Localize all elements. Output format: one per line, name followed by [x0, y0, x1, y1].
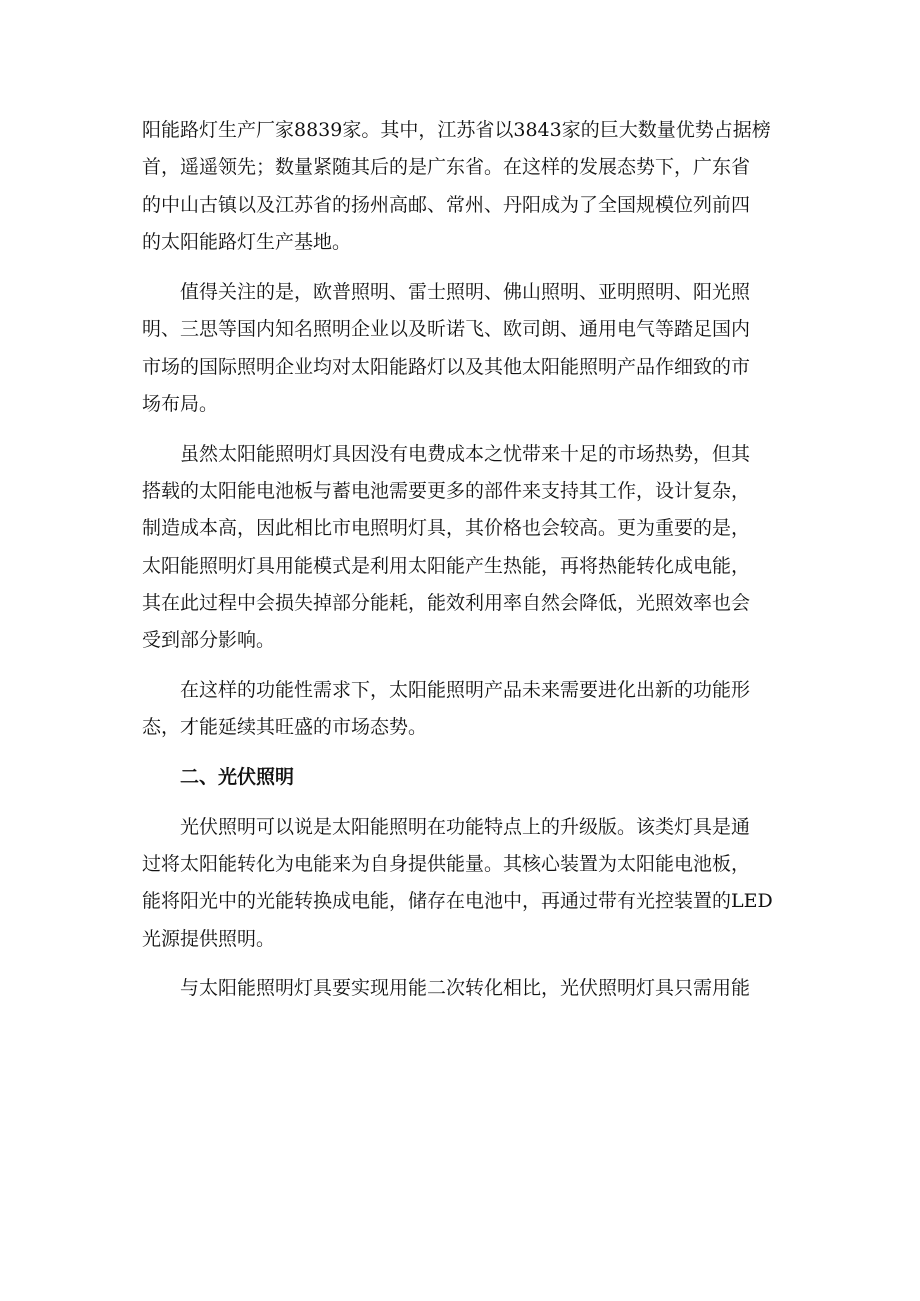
text-line: 制造成本高，因此相比市电照明灯具，其价格也会较高。更为重要的是， [142, 517, 751, 540]
text-line: 市场的国际照明企业均对太阳能路灯以及其他太阳能照明产品作细致的市 [142, 355, 751, 378]
text-line: 太阳能照明灯具用能模式是利用太阳能产生热能，再将热能转化成电能， [142, 554, 751, 577]
text-line: 虽然太阳能照明灯具因没有电费成本之忧带来十足的市场热势，但其 [180, 442, 751, 465]
paragraph-gap [142, 747, 792, 759]
document-body [142, 112, 792, 1008]
paragraph-gap [142, 958, 792, 970]
paragraph-photovoltaic [142, 809, 792, 959]
text-line: 搭载的太阳能电池板与蓄电池需要更多的部件来支持其工作，设计复杂， [142, 479, 751, 502]
paragraph-gap [142, 796, 792, 808]
section-heading: 二、光伏照明 [180, 766, 295, 788]
text-line: 其在此过程中会损失掉部分能耗，能效利用率自然会降低，光照效率也会 [142, 592, 751, 615]
paragraph-companies [142, 274, 792, 424]
text-line: 态，才能延续其旺盛的市场态势。 [142, 716, 428, 739]
paragraph-future-demand [142, 672, 792, 747]
text-line: 阳能路灯生产厂家8839家。其中，江苏省以3843家的巨大数量优势占据榜 [142, 119, 771, 141]
paragraph-gap [142, 423, 792, 435]
paragraph-comparison [142, 970, 792, 1007]
text-line: 受到部分影响。 [142, 629, 276, 652]
paragraph-solar-cost [142, 436, 792, 660]
text-line: 场布局。 [142, 392, 219, 415]
text-line: 的太阳能路灯生产基地。 [142, 231, 352, 254]
text-line: 光伏照明可以说是太阳能照明在功能特点上的升级版。该类灯具是通 [180, 815, 751, 838]
paragraph-gap [142, 660, 792, 672]
text-line: 首，遥遥领先；数量紧随其后的是广东省。在这样的发展态势下，广东省 [142, 156, 751, 179]
text-line: 明、三思等国内知名照明企业以及昕诺飞、欧司朗、通用电气等踏足国内 [142, 318, 751, 341]
paragraph-factory-count [142, 112, 792, 262]
paragraph-gap [142, 262, 792, 274]
section-heading-block [142, 759, 792, 796]
text-line: 能将阳光中的光能转换成电能，储存在电池中，再通过带有光控装置的LED [142, 890, 773, 913]
text-line: 过将太阳能转化为电能来为自身提供能量。其核心装置为太阳能电池板， [142, 852, 751, 875]
text-line: 值得关注的是，欧普照明、雷士照明、佛山照明、亚明照明、阳光照 [180, 280, 751, 303]
text-line: 光源提供照明。 [142, 927, 276, 950]
text-line: 在这样的功能性需求下，太阳能照明产品未来需要进化出新的功能形 [180, 679, 751, 702]
text-line: 的中山古镇以及江苏省的扬州高邮、常州、丹阳成为了全国规模位列前四 [142, 193, 751, 216]
text-line: 与太阳能照明灯具要实现用能二次转化相比，光伏照明灯具只需用能 [180, 977, 751, 1000]
